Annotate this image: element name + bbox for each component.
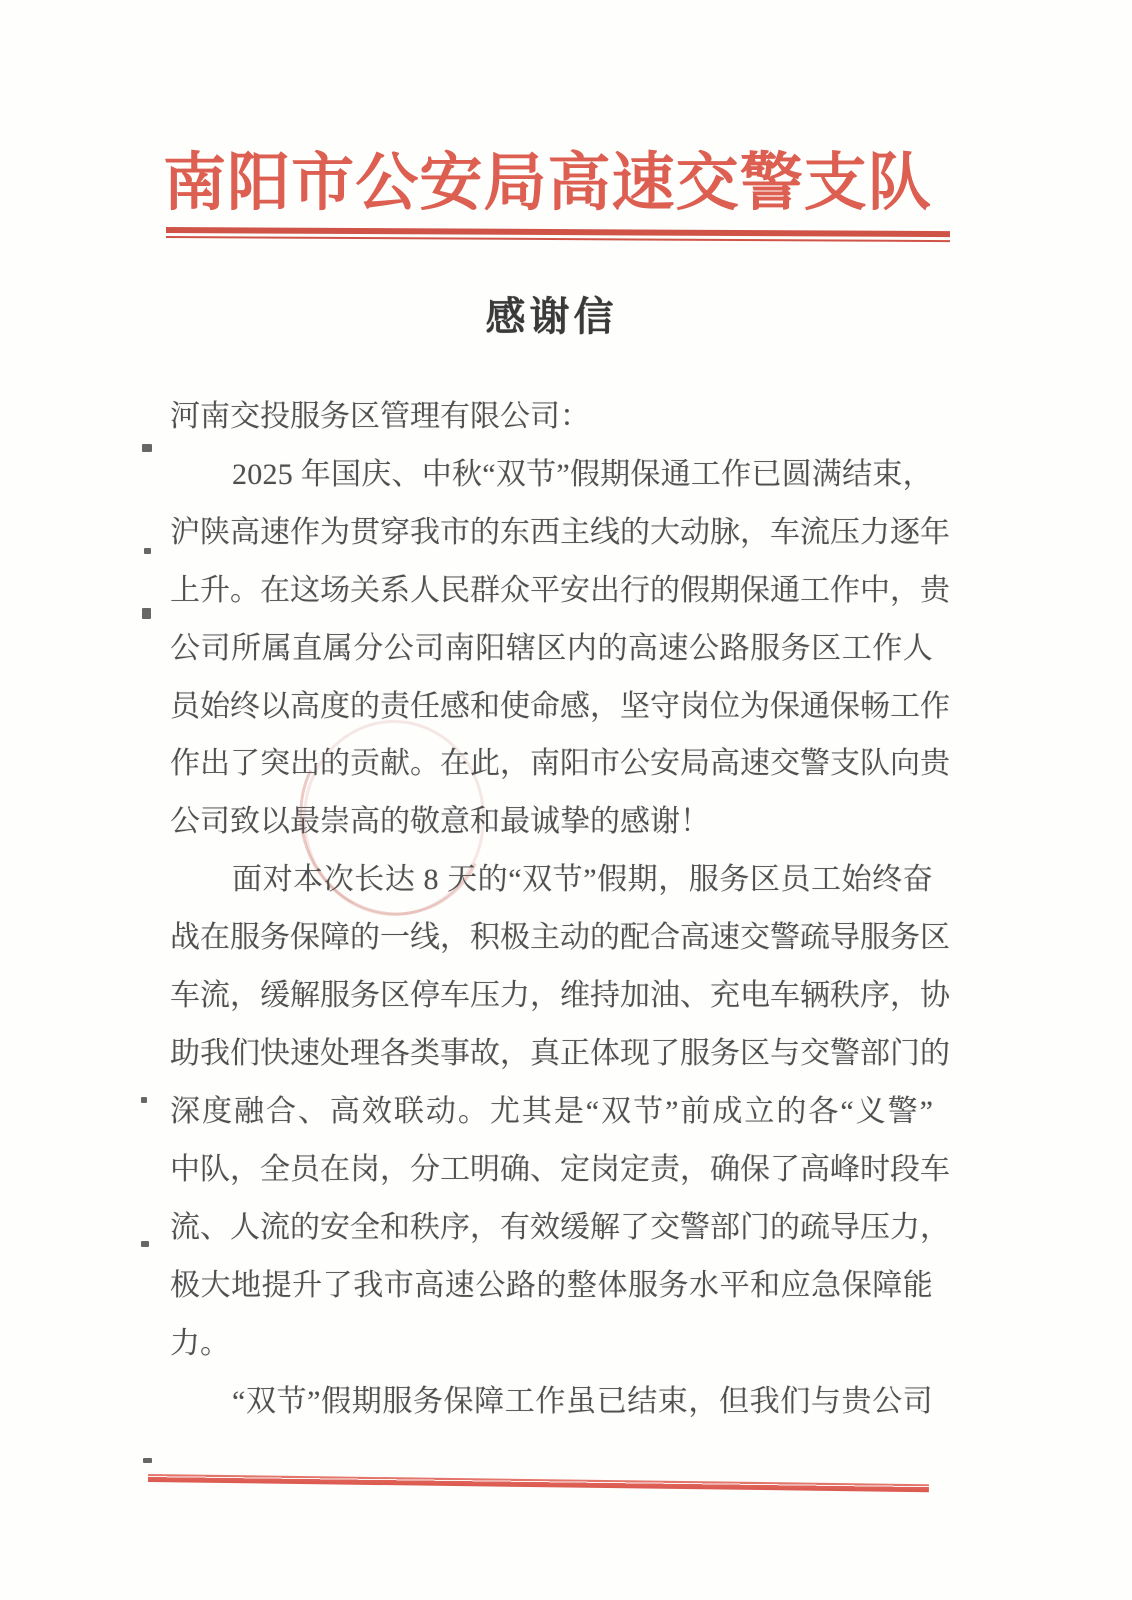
body-line: 力 。 [170, 1327, 230, 1360]
body-line: 公 司 致 以 最 崇 高 的 敬 意 和 最 诚 挚 的 感 谢 ！ [170, 805, 710, 838]
document-title: 感谢信 [485, 294, 618, 339]
body-line: 作 出 了 突 出 的 贡 献 。 在 此 ， 南 阳 市 公 安 局 高 速 交 警 支 队 向 贵 [170, 747, 950, 780]
body-line: 深 度 融 合 、 高 效 联 动 。 尤 其 是 “ 双 节 ” 前 成 立 的 各 “ 义 警 ” [170, 1095, 933, 1128]
body-line: 沪 陕 高 速 作 为 贯 穿 我 市 的 东 西 主 线 的 大 动 脉 ， 车 流 压 力 逐 年 [170, 516, 950, 549]
letterhead-divider-thin [166, 236, 950, 242]
body-line: “ 双 节 ” 假 期 服 务 保 障 工 作 虽 已 结 束 ， 但 我 们 与 贵 公 司 [232, 1385, 933, 1418]
scan-artifact [142, 608, 151, 619]
body-line: 员 始 终 以 高 度 的 责 任 感 和 使 命 感 ， 坚 守 岗 位 为 保 通 保 畅 工 作 [170, 690, 950, 723]
salutation-line: 河 南 交 投 服 务 区 管 理 有 限 公 司 ： [170, 400, 590, 433]
scan-artifact [142, 444, 152, 452]
body-line: 中 队 ， 全 员 在 岗 ， 分 工 明 确 、 定 岗 定 责 ， 确 保 了 高 峰 时 段 车 [170, 1153, 950, 1186]
body-line: 流 、 人 流 的 安 全 和 秩 序 ， 有 效 缓 解 了 交 警 部 门 的 疏 导 压 力 ， [170, 1211, 950, 1244]
scan-artifact [143, 1458, 152, 1463]
letterhead-title: 南 阳 市 公 安 局 高 速 交 警 支 队 [163, 148, 931, 218]
scan-artifact [141, 1241, 149, 1247]
body-line: 上 升 。 在 这 场 关 系 人 民 群 众 平 安 出 行 的 假 期 保 通 工 作 中 ， 贵 [170, 574, 950, 607]
body-line: 公 司 所 属 直 属 分 公 司 南 阳 辖 区 内 的 高 速 公 路 服 务 区 工 作 人 [170, 632, 933, 665]
letterhead-divider-thick [166, 227, 950, 237]
body-line: 2 0 2 5 年 国 庆 、 中 秋 “ 双 节 ” 假 期 保 通 工 作 已 圆 满 结 束 ， [232, 458, 933, 491]
body-line: 面 对 本 次 长 达 8 天 的 “ 双 节 ” 假 期 ， 服 务 区 员 工 始 终 奋 [232, 863, 933, 896]
scan-artifact [141, 1097, 147, 1103]
body-line: 战 在 服 务 保 障 的 一 线 ， 积 极 主 动 的 配 合 高 速 交 警 疏 导 服 务 区 [170, 921, 950, 954]
body-line: 极 大 地 提 升 了 我 市 高 速 公 路 的 整 体 服 务 水 平 和 应 急 保 障 能 [170, 1269, 933, 1302]
footer-divider [148, 1474, 929, 1492]
body-line: 助 我 们 快 速 处 理 各 类 事 故 ， 真 正 体 现 了 服 务 区 与 交 警 部 门 的 [170, 1037, 950, 1070]
scan-artifact [144, 548, 151, 554]
body-line: 车 流 ， 缓 解 服 务 区 停 车 压 力 ， 维 持 加 油 、 充 电 车 辆 秩 序 ， 协 [170, 979, 950, 1012]
